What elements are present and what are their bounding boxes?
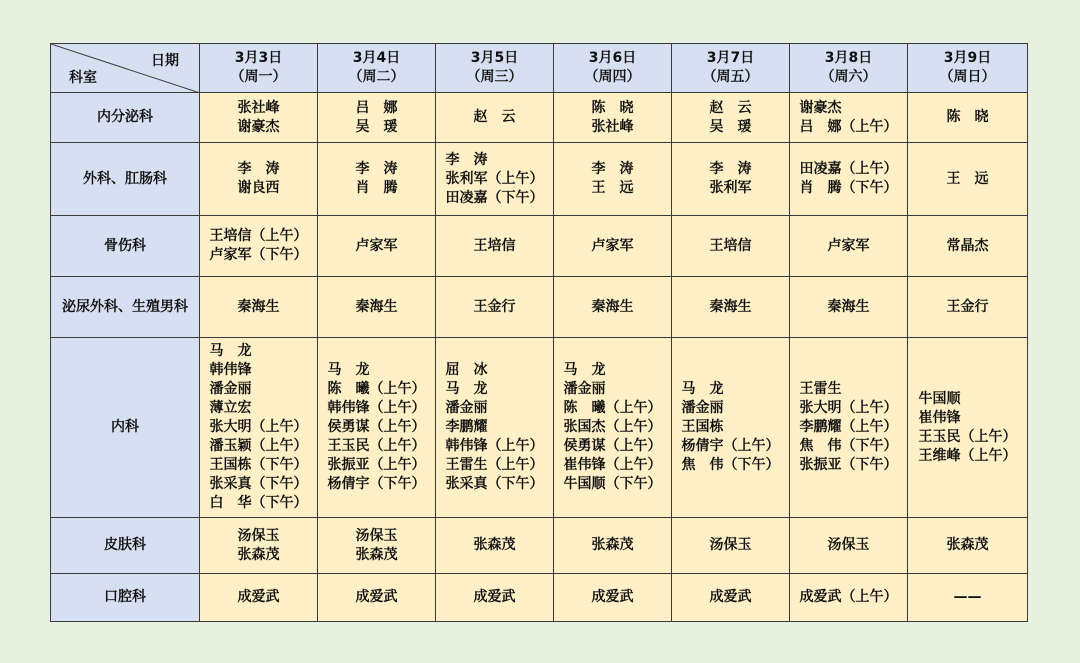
doctor-name: 肖 腾 [355, 180, 398, 196]
duty-names [356, 237, 398, 256]
duty-names [710, 298, 752, 317]
doctor-name: 肖 腾（下午） [799, 180, 898, 196]
doctor-name: 卢家军 [827, 237, 870, 254]
doctor-name: 秦海生 [827, 298, 870, 315]
day-date: 3月8日 [824, 50, 873, 66]
duty-names [238, 588, 280, 607]
duty-names [210, 227, 308, 265]
doctor-name: 汤保玉 [237, 527, 280, 544]
department-label: 内科 [51, 338, 200, 518]
day-weekday: （周一） [230, 69, 287, 85]
schedule-row [51, 574, 1028, 622]
duty-names [238, 527, 280, 565]
doctor-name: 侯勇谋（上午） [327, 419, 426, 435]
doctor-name: 张采真（下午） [445, 476, 544, 492]
doctor-name: 韩伟锋 [209, 362, 252, 378]
doctor-name: 李 涛 [355, 161, 398, 177]
duty-cell [790, 277, 908, 338]
doctor-name: 赵 云 [709, 99, 752, 116]
duty-names [356, 298, 398, 317]
duty-names [954, 588, 982, 607]
duty-cell [554, 143, 672, 216]
doctor-name: 牛国顺 [918, 390, 961, 407]
doctor-name: 成爱武 [237, 589, 280, 605]
duty-names [592, 536, 634, 555]
duty-names [210, 342, 308, 513]
duty-cell [790, 143, 908, 216]
doctor-name: 张国杰（上午） [563, 419, 662, 435]
duty-names [947, 237, 989, 256]
duty-names [446, 361, 544, 494]
doctor-name: 王雷生 [799, 381, 842, 397]
duty-names [592, 99, 634, 137]
doctor-name: 韩伟锋（上午） [445, 438, 544, 454]
doctor-name: 吕 娜 [355, 99, 398, 116]
day-weekday: （周二） [348, 69, 405, 85]
day-header-1 [200, 44, 318, 93]
day-header-4 [554, 44, 672, 93]
duty-cell [672, 216, 790, 277]
doctor-name: 李鹏耀 [445, 419, 488, 435]
duty-names [800, 99, 898, 137]
duty-cell [318, 338, 436, 518]
duty-cell [908, 143, 1028, 216]
doctor-name: 成爱武（上午） [799, 589, 898, 605]
duty-names [592, 237, 634, 256]
corner-header [51, 44, 200, 93]
duty-names [800, 160, 898, 198]
doctor-name: 张社峰 [591, 118, 634, 135]
doctor-name: 谢豪杰 [237, 118, 280, 135]
duty-cell [908, 93, 1028, 143]
department-label: 皮肤科 [51, 518, 200, 574]
doctor-name: 谢豪杰 [799, 99, 842, 116]
doctor-name: 焦 伟（下午） [799, 438, 898, 454]
department-label: 内分泌科 [51, 93, 200, 143]
duty-cell [554, 93, 672, 143]
doctor-name: 李鹏耀（上午） [799, 419, 898, 435]
day-header-2 [318, 44, 436, 93]
doctor-name: 王培信（上午） [209, 228, 308, 244]
doctor-name: 王维峰（上午） [918, 447, 1017, 464]
duty-cell [436, 518, 554, 574]
doctor-name: 张社峰 [237, 99, 280, 116]
doctor-name: 潘金丽 [563, 381, 606, 397]
schedule-row [51, 216, 1028, 277]
duty-cell [672, 143, 790, 216]
duty-cell [318, 574, 436, 622]
day-weekday: （周四） [584, 69, 641, 85]
duty-names [238, 160, 280, 198]
doctor-name: —— [953, 589, 982, 605]
duty-names [800, 588, 898, 607]
duty-cell [908, 518, 1028, 574]
doctor-name: 吴 瑗 [355, 118, 398, 135]
schedule-table-wrap [50, 43, 1027, 621]
duty-cell [672, 277, 790, 338]
doctor-name: 韩伟锋（上午） [327, 400, 426, 416]
doctor-name: 秦海生 [237, 298, 280, 315]
day-header-7 [908, 44, 1028, 93]
duty-names [947, 108, 989, 127]
duty-cell [318, 143, 436, 216]
duty-cell [672, 518, 790, 574]
duty-cell [554, 574, 672, 622]
duty-names [474, 536, 516, 555]
doctor-name: 马 龙 [327, 362, 370, 378]
duty-cell [436, 277, 554, 338]
duty-names [710, 588, 752, 607]
duty-cell [672, 574, 790, 622]
doctor-name: 张森茂 [591, 537, 634, 553]
doctor-name: 王 远 [946, 170, 989, 187]
doctor-name: 牛国顺（下午） [563, 476, 662, 492]
schedule-row [51, 338, 1028, 518]
doctor-name: 秦海生 [591, 298, 634, 315]
doctor-name: 张森茂 [473, 537, 516, 553]
duty-names [356, 99, 398, 137]
duty-cell [554, 338, 672, 518]
doctor-name: 马 龙 [209, 343, 252, 359]
doctor-name: 马 龙 [445, 381, 488, 397]
duty-cell [908, 277, 1028, 338]
department-label: 泌尿外科、生殖男科 [51, 277, 200, 338]
doctor-name: 王 远 [591, 180, 634, 196]
duty-cell [200, 143, 318, 216]
doctor-name: 屈 冰 [445, 362, 488, 378]
duty-names [710, 536, 752, 555]
day-date: 3月3日 [234, 50, 283, 66]
duty-names [474, 108, 516, 127]
day-date: 3月4日 [352, 50, 401, 66]
doctor-name: 张振亚（下午） [799, 457, 898, 473]
day-date: 3月5日 [470, 50, 519, 66]
doctor-name: 张振亚（上午） [327, 457, 426, 473]
duty-schedule-table [50, 43, 1028, 622]
doctor-name: 秦海生 [355, 298, 398, 315]
duty-cell [318, 277, 436, 338]
doctor-name: 张大明（上午） [799, 400, 898, 416]
doctor-name: 李 涛 [709, 161, 752, 177]
header-row [51, 44, 1028, 93]
day-date: 3月6日 [588, 50, 637, 66]
doctor-name: 潘金丽 [445, 400, 488, 416]
duty-names [356, 527, 398, 565]
doctor-name: 成爱武 [591, 589, 634, 605]
dept-header-label: 科室 [69, 70, 97, 86]
doctor-name: 秦海生 [709, 298, 752, 315]
doctor-name: 陈 晓 [591, 99, 634, 116]
doctor-name: 张大明（上午） [209, 419, 308, 435]
department-label: 骨伤科 [51, 216, 200, 277]
date-header-label: 日期 [151, 53, 179, 69]
duty-names [592, 298, 634, 317]
doctor-name: 张利军 [709, 180, 752, 196]
duty-names [828, 536, 870, 555]
doctor-name: 潘金丽 [681, 400, 724, 416]
doctor-name: 吴 瑗 [709, 118, 752, 135]
duty-cell [318, 518, 436, 574]
doctor-name: 焦 伟（下午） [681, 457, 780, 473]
schedule-row [51, 277, 1028, 338]
doctor-name: 张森茂 [355, 546, 398, 563]
duty-cell [908, 574, 1028, 622]
doctor-name: 潘玉颖（上午） [209, 438, 308, 454]
doctor-name: 潘金丽 [209, 381, 252, 397]
doctor-name: 马 龙 [681, 381, 724, 397]
duty-cell [200, 277, 318, 338]
doctor-name: 王国栋（下午） [209, 457, 308, 473]
duty-cell [318, 93, 436, 143]
duty-cell [436, 143, 554, 216]
duty-cell [436, 216, 554, 277]
doctor-name: 王国栋 [681, 419, 724, 435]
doctor-name: 王玉民（上午） [327, 438, 426, 454]
schedule-row [51, 93, 1028, 143]
doctor-name: 侯勇谋（上午） [563, 438, 662, 454]
department-label: 外科、肛肠科 [51, 143, 200, 216]
duty-names [947, 298, 989, 317]
duty-names [947, 536, 989, 555]
doctor-name: 汤保玉 [827, 537, 870, 553]
duty-names [828, 237, 870, 256]
day-weekday: （周五） [702, 69, 759, 85]
duty-names [800, 380, 898, 475]
doctor-name: 卢家军（下午） [209, 247, 308, 263]
doctor-name: 薄立宏 [209, 400, 252, 416]
day-date: 3月7日 [706, 50, 755, 66]
doctor-name: 王玉民（上午） [918, 428, 1017, 445]
duty-cell [200, 93, 318, 143]
duty-cell [790, 518, 908, 574]
duty-cell [554, 518, 672, 574]
doctor-name: 汤保玉 [709, 537, 752, 553]
doctor-name: 陈 晓 [946, 109, 989, 125]
doctor-name: 马 龙 [563, 362, 606, 378]
duty-cell [908, 338, 1028, 518]
schedule-row [51, 143, 1028, 216]
duty-names [356, 588, 398, 607]
schedule-row [51, 518, 1028, 574]
duty-cell [790, 216, 908, 277]
duty-names [947, 170, 989, 189]
doctor-name: 王金行 [473, 298, 516, 315]
doctor-name: 张采真（下午） [209, 476, 308, 492]
duty-names [710, 160, 752, 198]
doctor-name: 王雷生（上午） [445, 457, 544, 473]
day-weekday: （周六） [820, 69, 877, 85]
duty-cell [790, 574, 908, 622]
doctor-name: 王金行 [946, 298, 989, 315]
day-weekday: （周三） [466, 69, 523, 85]
doctor-name: 张利军（上午） [445, 170, 544, 187]
day-header-6 [790, 44, 908, 93]
duty-names [682, 380, 780, 475]
duty-cell [200, 216, 318, 277]
doctor-name: 张森茂 [946, 537, 989, 553]
duty-cell [672, 338, 790, 518]
duty-cell [672, 93, 790, 143]
doctor-name: 吕 娜（上午） [799, 118, 898, 135]
duty-cell [318, 216, 436, 277]
doctor-name: 杨倩宇（下午） [327, 476, 426, 492]
duty-names [828, 298, 870, 317]
doctor-name: 李 涛 [445, 151, 488, 168]
duty-names [564, 361, 662, 494]
doctor-name: 王培信 [473, 237, 516, 254]
duty-names [919, 390, 1017, 466]
duty-cell [200, 574, 318, 622]
duty-names [474, 237, 516, 256]
doctor-name: 汤保玉 [355, 527, 398, 544]
doctor-name: 崔伟锋（上午） [563, 457, 662, 473]
duty-names [446, 151, 544, 208]
duty-names [328, 361, 426, 494]
doctor-name: 王培信 [709, 237, 752, 254]
duty-names [356, 160, 398, 198]
duty-names [710, 99, 752, 137]
day-date: 3月9日 [943, 50, 992, 66]
duty-cell [554, 216, 672, 277]
doctor-name: 张森茂 [237, 546, 280, 563]
duty-cell [790, 338, 908, 518]
duty-names [238, 298, 280, 317]
day-header-3 [436, 44, 554, 93]
doctor-name: 成爱武 [355, 589, 398, 605]
duty-names [474, 588, 516, 607]
department-label: 口腔科 [51, 574, 200, 622]
duty-names [710, 237, 752, 256]
doctor-name: 李 涛 [591, 161, 634, 177]
day-weekday: （周日） [939, 69, 996, 85]
doctor-name: 谢良西 [237, 180, 280, 196]
duty-names [592, 588, 634, 607]
duty-names [238, 99, 280, 137]
doctor-name: 常晶杰 [946, 237, 989, 254]
duty-cell [200, 338, 318, 518]
doctor-name: 陈 曦（上午） [327, 381, 426, 397]
doctor-name: 白 华（下午） [209, 495, 308, 511]
duty-cell [200, 518, 318, 574]
doctor-name: 李 涛 [237, 161, 280, 177]
doctor-name: 成爱武 [709, 589, 752, 605]
doctor-name: 卢家军 [591, 237, 634, 254]
doctor-name: 杨倩宇（上午） [681, 438, 780, 454]
duty-cell [436, 574, 554, 622]
duty-cell [554, 277, 672, 338]
doctor-name: 成爱武 [473, 589, 516, 605]
day-header-5 [672, 44, 790, 93]
duty-cell [436, 338, 554, 518]
doctor-name: 田凌嘉（上午） [799, 161, 898, 177]
duty-names [592, 160, 634, 198]
doctor-name: 卢家军 [355, 237, 398, 254]
doctor-name: 陈 曦（上午） [563, 400, 662, 416]
duty-cell [790, 93, 908, 143]
duty-cell [436, 93, 554, 143]
duty-cell [908, 216, 1028, 277]
doctor-name: 田凌嘉（下午） [445, 189, 544, 206]
doctor-name: 赵 云 [473, 109, 516, 125]
duty-names [474, 298, 516, 317]
doctor-name: 崔伟锋 [918, 409, 961, 426]
